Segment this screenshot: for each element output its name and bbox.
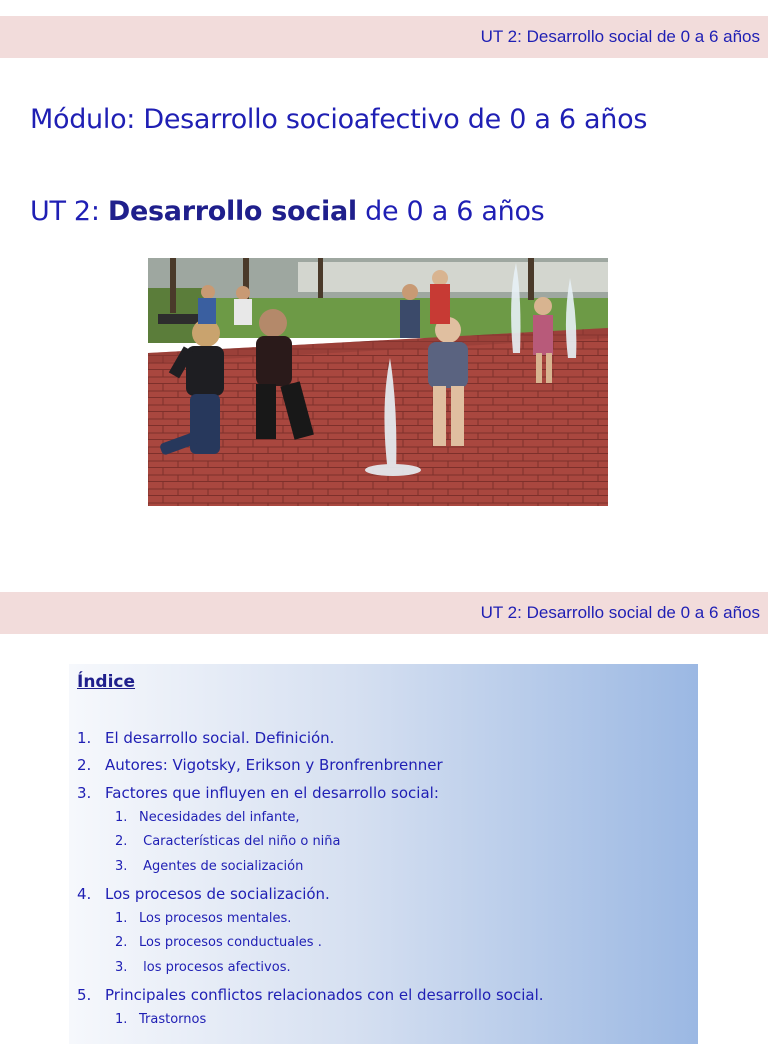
slide1-header-band	[0, 16, 768, 58]
index-subitem: 2. Características del niño o niña	[115, 834, 341, 849]
index-subitem: 2. Los procesos conductuales .	[115, 935, 322, 950]
index-subitem: 3. Agentes de socialización	[115, 859, 304, 874]
index-subitem: 1. Trastornos	[115, 1012, 207, 1027]
index-title: Índice	[77, 672, 136, 692]
subtitle-suffix: de 0 a 6 años	[356, 196, 545, 227]
children-fountain-photo	[148, 258, 608, 506]
index-item: 1. El desarrollo social. Definición.	[77, 729, 335, 747]
index-subitem: 1. Los procesos mentales.	[115, 911, 292, 926]
subtitle-prefix: UT 2:	[30, 196, 108, 227]
index-box	[69, 664, 698, 1044]
index-item: 3. Factores que influyen en el desarrollo social:	[77, 784, 439, 802]
index-item: 2. Autores: Vigotsky, Erikson y Bronfrenbrenner	[77, 756, 443, 774]
slide1-subtitle	[30, 196, 544, 227]
index-item: 5. Principales conflictos relacionados con el desarrollo social.	[77, 986, 544, 1004]
slide1-header-text: UT 2: Desarrollo social de 0 a 6 años	[480, 27, 760, 46]
slide2-header-text: UT 2: Desarrollo social de 0 a 6 años	[480, 603, 760, 622]
index-subitem: 3. los procesos afectivos.	[115, 960, 291, 975]
index-subitem: 1. Necesidades del infante,	[115, 810, 300, 825]
index-item: 4. Los procesos de socialización.	[77, 885, 330, 903]
slide2-header-band	[0, 592, 768, 634]
subtitle-bold: Desarrollo social	[107, 196, 357, 227]
slide1-title: Módulo: Desarrollo socioafectivo de 0 a 6 años	[30, 104, 648, 135]
